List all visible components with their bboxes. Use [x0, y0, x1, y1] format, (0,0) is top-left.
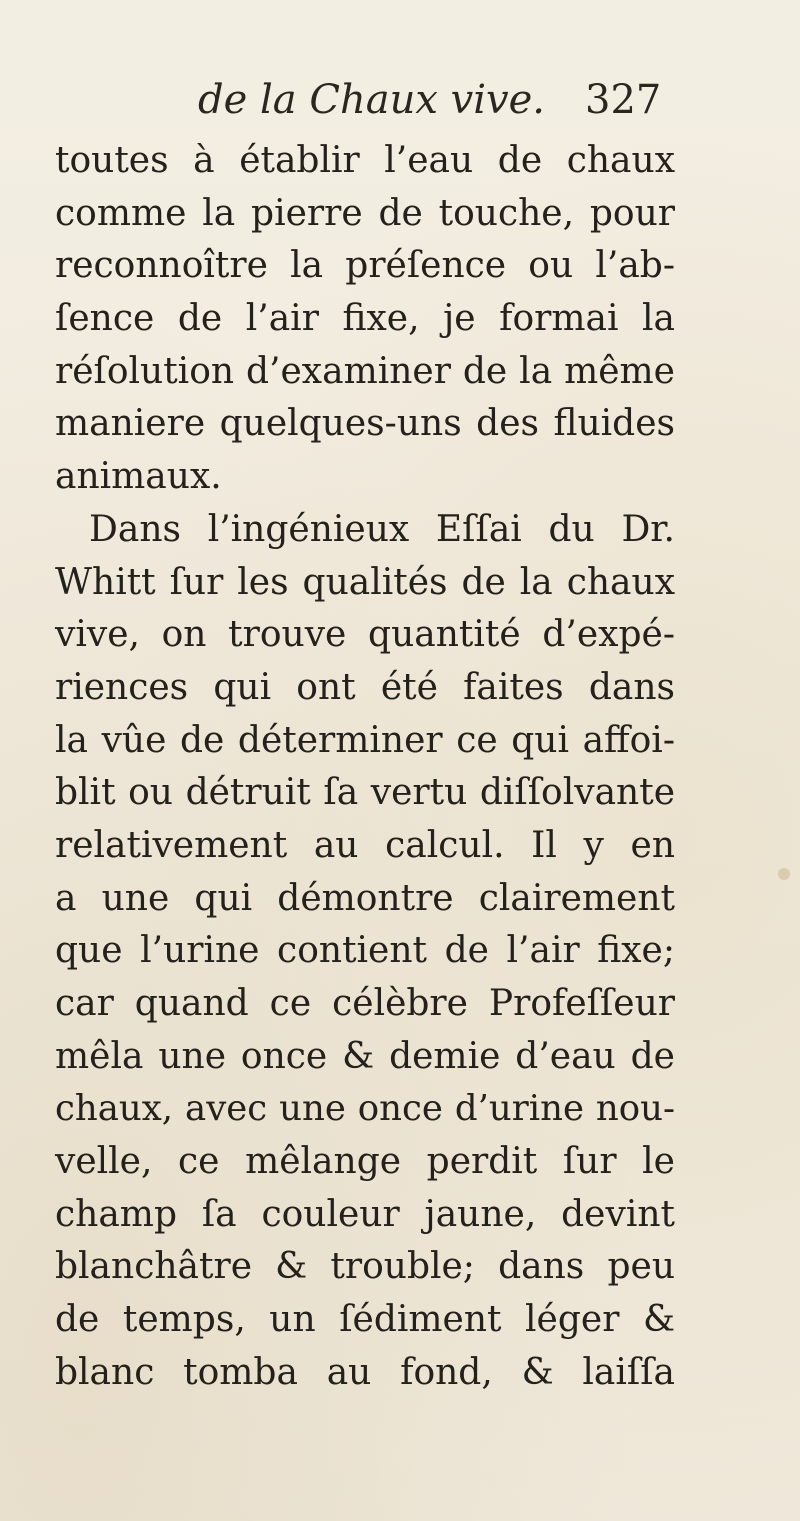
text-line: car quand ce célèbre Profeſſeur: [55, 983, 675, 1024]
text-line: chaux, avec une once d’urine nou-: [55, 1088, 675, 1130]
text-line: velle, ce mêlange perdit ſur le: [55, 1141, 675, 1183]
text-line: mêla une once & demie d’eau de: [55, 1035, 675, 1077]
text-line: blit ou détruit ſa vertu diſſolvante: [55, 772, 675, 814]
paper-stain: [778, 868, 790, 880]
text-line: Whitt ſur les qualités de la chaux: [55, 561, 675, 603]
text-line: reconnoître la préſence ou l’ab-: [55, 245, 675, 287]
text-line: la vûe de déterminer ce qui affoi-: [55, 719, 675, 761]
text-line: réſolution d’examiner de la même: [55, 350, 675, 392]
text-line: toutes à établir l’eau de chaux: [55, 140, 675, 181]
text-line: de temps, un ſédiment léger &: [55, 1299, 675, 1341]
page-number: 327: [585, 77, 662, 123]
text-line: blanc tomba au fond, & laiſſa: [55, 1351, 675, 1393]
text-line: animaux.: [55, 456, 222, 498]
body-text: [55, 135, 675, 1400]
text-line: champ ſa couleur jaune, devint: [55, 1193, 675, 1235]
text-line: comme la pierre de touche, pour: [55, 192, 675, 234]
text-line-paragraph-start: Dans l’ingénieux Eſſai du Dr.: [89, 508, 675, 550]
text-line: a une qui démontre clairement: [55, 877, 675, 919]
page-header: [0, 72, 800, 132]
text-line: vive, on trouve quantité d’expé-: [55, 614, 675, 656]
text-line: blanchâtre & trouble; dans peu: [55, 1246, 675, 1288]
running-title: de la Chaux vive.: [198, 77, 545, 123]
text-line: ſence de l’air fixe, je formai la: [55, 298, 675, 340]
text-line: maniere quelques-uns des fluides: [55, 403, 675, 445]
text-line: que l’urine contient de l’air fixe;: [55, 930, 675, 972]
text-line: relativement au calcul. Il y en: [55, 824, 675, 866]
text-line: riences qui ont été faites dans: [55, 666, 675, 708]
